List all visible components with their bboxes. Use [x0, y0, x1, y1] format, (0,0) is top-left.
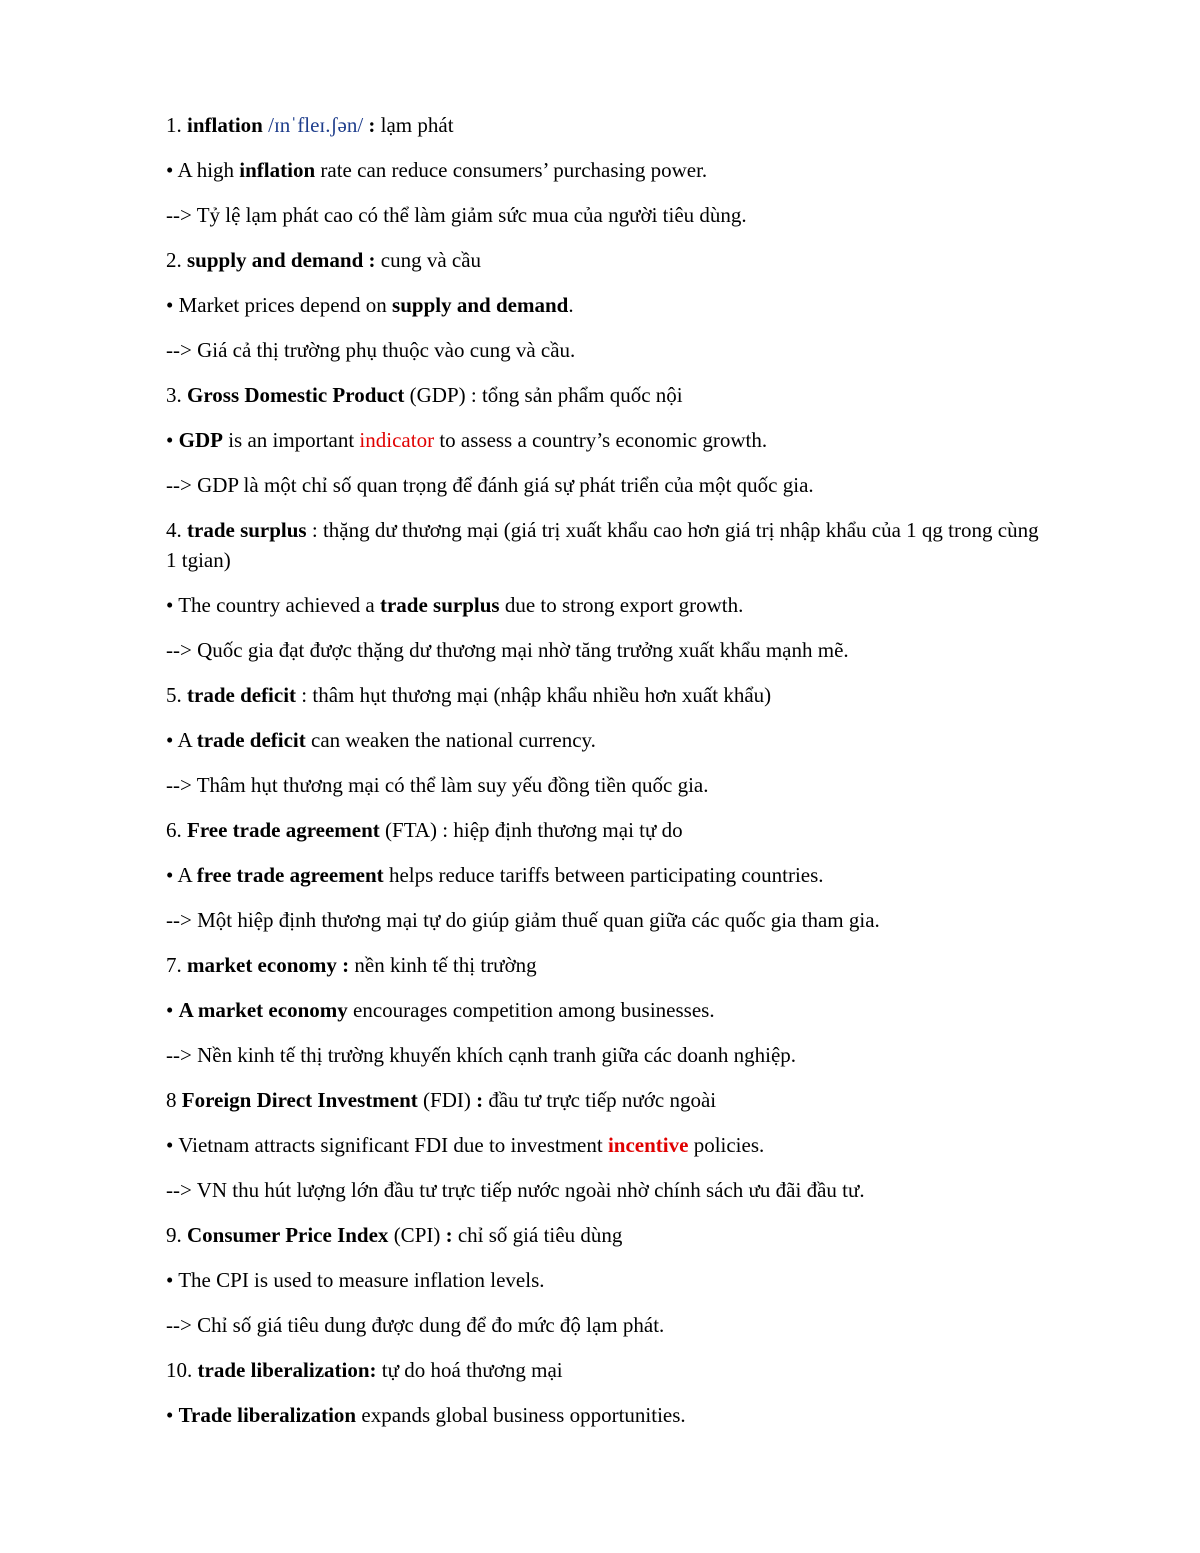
entry-9-example [166, 1265, 1046, 1295]
entry-10-heading [166, 1355, 1046, 1385]
entry-6-translation: --> Một hiệp định thương mại tự do giúp giảm thuế quan giữa các quốc gia tham gia. [166, 908, 880, 932]
entry-number: 10. [166, 1358, 193, 1382]
entry-3-example [166, 425, 1046, 455]
entry-number: 5. [166, 683, 182, 707]
example-text: policies. [688, 1133, 765, 1157]
entry-number: 1. [166, 113, 182, 137]
abbreviation: (FDI) [417, 1088, 471, 1112]
bullet: • [166, 293, 174, 317]
entry-2-heading [166, 245, 1046, 275]
example-term: inflation [239, 158, 316, 182]
abbreviation: (FTA) [379, 818, 438, 842]
example-term: trade deficit [196, 728, 306, 752]
term: Gross Domestic Product [187, 383, 405, 407]
example-text: to assess a country’s economic growth. [434, 428, 768, 452]
example-text: The CPI is used to measure inflation levels. [173, 1268, 545, 1292]
meaning: đầu tư trực tiếp nước ngoài [488, 1088, 717, 1112]
separator: : [465, 383, 482, 407]
separator: : [336, 953, 355, 977]
entry-6-heading [166, 815, 1046, 845]
meaning: tổng sản phẩm quốc nội [481, 383, 683, 407]
document-page [166, 110, 1046, 1445]
bullet: • [166, 1133, 174, 1157]
entry-8-heading [166, 1085, 1046, 1115]
term: inflation [187, 113, 263, 137]
example-text: due to strong export growth. [499, 593, 744, 617]
term: supply and demand [187, 248, 364, 272]
term: trade deficit [187, 683, 297, 707]
example-text: is an important [222, 428, 360, 452]
separator: : [437, 818, 454, 842]
separator: : [363, 113, 381, 137]
entry-7-translation: --> Nền kinh tế thị trường khuyến khích cạnh tranh giữa các doanh nghiệp. [166, 1043, 797, 1067]
pronunciation: /ɪnˈfleɪ.ʃən/ [262, 113, 364, 137]
term: Consumer Price Index [187, 1223, 389, 1247]
entry-4-translation: --> Quốc gia đạt được thặng dư thương mại nhờ tăng trưởng xuất khẩu mạnh mẽ. [166, 638, 849, 662]
term: Free trade agreement [187, 818, 380, 842]
entry-number: 4. [166, 518, 182, 542]
bullet: • [166, 998, 174, 1022]
bullet: • [166, 158, 174, 182]
entry-number: 7. [166, 953, 182, 977]
example-term: supply and demand [392, 293, 569, 317]
entry-5-heading [166, 680, 1046, 710]
example-text: The country achieved a [173, 593, 380, 617]
entry-3-heading [166, 380, 1046, 410]
bullet: • [166, 428, 174, 452]
entry-7-example [166, 995, 1046, 1025]
entry-8-example [166, 1130, 1046, 1160]
meaning: tự do hoá thương mại [381, 1358, 563, 1382]
separator: : [363, 248, 381, 272]
example-text: can weaken the national currency. [305, 728, 596, 752]
bullet: • [166, 1268, 174, 1292]
abbreviation: (CPI) [388, 1223, 441, 1247]
entry-3-translation: --> GDP là một chỉ số quan trọng để đánh giá sự phát triển của một quốc gia. [166, 473, 814, 497]
entry-4-example [166, 590, 1046, 620]
meaning: cung và cầu [380, 248, 482, 272]
example-term: free trade agreement [196, 863, 384, 887]
example-text: Vietnam attracts significant FDI due to investment [173, 1133, 608, 1157]
meaning: lạm phát [380, 113, 454, 137]
entry-number: 9. [166, 1223, 182, 1247]
entry-number: 2. [166, 248, 182, 272]
example-text: . [568, 293, 574, 317]
example-text: rate can reduce consumers’ purchasing power. [315, 158, 708, 182]
entry-1-translation: --> Tỷ lệ lạm phát cao có thể làm giảm sức mua của người tiêu dùng. [166, 203, 747, 227]
entry-9-heading [166, 1220, 1046, 1250]
highlighted-word: incentive [607, 1133, 689, 1157]
entry-6-example [166, 860, 1046, 890]
example-term: A market economy [178, 998, 348, 1022]
term: trade surplus [187, 518, 307, 542]
term: market economy [187, 953, 337, 977]
entry-1-heading [166, 110, 1046, 140]
bullet: • [166, 863, 174, 887]
bullet: • [166, 1403, 174, 1427]
entry-4-heading [166, 515, 1046, 575]
entry-9-translation: --> Chỉ số giá tiêu dung được dung để đo mức độ lạm phát. [166, 1313, 665, 1337]
entry-5-example [166, 725, 1046, 755]
example-term: GDP [178, 428, 223, 452]
meaning: chỉ số giá tiêu dùng [457, 1223, 623, 1247]
separator: : [296, 683, 313, 707]
example-text: A high [173, 158, 240, 182]
separator: : [306, 518, 323, 542]
entry-5-translation: --> Thâm hụt thương mại có thể làm suy yếu đồng tiền quốc gia. [166, 773, 709, 797]
entry-1-example [166, 155, 1046, 185]
meaning: nền kinh tế thị trường [354, 953, 537, 977]
bullet: • [166, 728, 174, 752]
example-text: Market prices depend on [173, 293, 393, 317]
highlighted-word: indicator [359, 428, 435, 452]
entry-number: 8 [166, 1088, 177, 1112]
entry-number: 3. [166, 383, 182, 407]
meaning: thặng dư thương mại (giá trị xuất khẩu cao hơn giá trị nhập khẩu của 1 qg trong cùng 1 tgian) [166, 518, 1039, 572]
example-term: trade surplus [379, 593, 500, 617]
entry-2-translation: --> Giá cả thị trường phụ thuộc vào cung và cầu. [166, 338, 576, 362]
bullet: • [166, 593, 174, 617]
example-text: A [173, 728, 197, 752]
abbreviation: (GDP) [404, 383, 466, 407]
entry-2-example [166, 290, 1046, 320]
term: Foreign Direct Investment [181, 1088, 418, 1112]
example-text: A [173, 863, 197, 887]
example-text: expands global business opportunities. [356, 1403, 686, 1427]
example-text: helps reduce tariffs between participating countries. [383, 863, 824, 887]
entry-number: 6. [166, 818, 182, 842]
entry-7-heading [166, 950, 1046, 980]
entry-8-translation: --> VN thu hút lượng lớn đầu tư trực tiếp nước ngoài nhờ chính sách ưu đãi đầu tư. [166, 1178, 865, 1202]
meaning: thâm hụt thương mại (nhập khẩu nhiều hơn xuất khẩu) [312, 683, 772, 707]
example-term: Trade liberalization [178, 1403, 357, 1427]
separator: : [470, 1088, 489, 1112]
meaning: hiệp định thương mại tự do [453, 818, 683, 842]
term: trade liberalization: [197, 1358, 377, 1382]
entry-10-example [166, 1400, 1046, 1430]
example-text: encourages competition among businesses. [347, 998, 715, 1022]
separator: : [440, 1223, 458, 1247]
